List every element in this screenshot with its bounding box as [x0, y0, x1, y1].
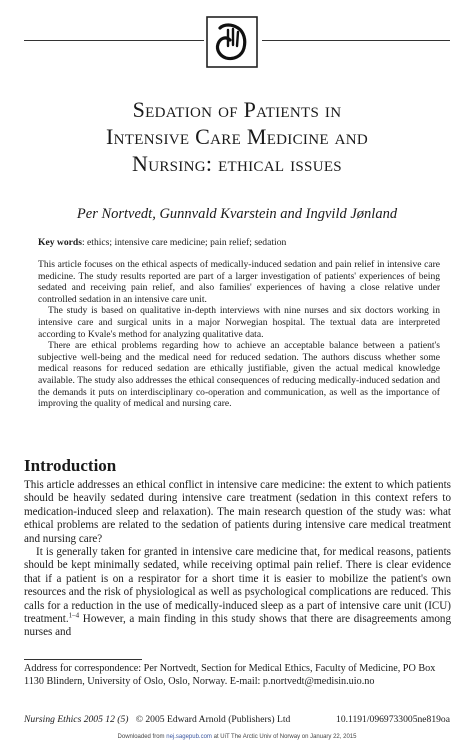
- correspondence-footnote: Address for correspondence: Per Nortvedt, Section for Medical Ethics, Faculty of Medicine, PO Box 1130 Blindern, University of Oslo, Oslo, Norway. E-mail: p.nortvedt@medisin.uio.no: [24, 663, 436, 687]
- journal-name: Nursing Ethics: [24, 714, 82, 725]
- download-prefix: Downloaded from: [117, 734, 167, 740]
- journal-copyright: © 2005 Edward Arnold (Publishers) Ltd: [135, 714, 291, 725]
- journal-issue: 2005 12 (5): [81, 714, 129, 725]
- keywords: [38, 237, 438, 248]
- title-line: Intensive Care Medicine and: [106, 124, 368, 149]
- keywords-label: Key words: [38, 237, 82, 248]
- body-text-span: It is generally taken for granted in intensive care medicine that, for medical reasons, patients should be kept minimally sedated, while receiving optimal pain relief. There is clear evidence that if a patient is on a respirator for a short time it is easier to mobilize the patient's own resources and the risk of physiological as well as psychological complications are reduced. This calls for a reduction in the use of medically-induced sleep as a part of intensive care unit (ICU) treatment.: [24, 546, 451, 626]
- download-suffix: at UiT The Arctic Univ of Norway on January 22, 2015: [211, 734, 357, 740]
- article-title: [24, 96, 450, 177]
- doi: 10.1191/0969733005ne819oa: [336, 714, 450, 725]
- abstract-paragraph: The study is based on qualitative in-depth interviews with nine nurses and six doctors working in intensive care and surgical units in a major Norwegian hospital. The textual data are interpreted according to Kvale's method for analyzing qualitative data.: [38, 305, 440, 340]
- authors: Per Nortvedt, Gunnvald Kvarstein and Ingvild Jønland: [76, 206, 398, 222]
- body-text-span: However, a main finding in this study shows that there are disagreements among nurses and: [24, 613, 451, 639]
- citation-superscript: 1–4: [68, 611, 80, 620]
- journal-citation: [24, 714, 290, 725]
- keywords-text: : ethics; intensive care medicine; pain relief; sedation: [81, 237, 287, 248]
- abstract-paragraph: This article focuses on the ethical aspects of medically-induced sedation and pain relief in intensive care medicine. The study results reported are part of a larger investigation of patients' experiences of being sedated and receiving pain relief, and also families' experiences of having a close relative under controlled sedation in an intensive care unit.: [38, 259, 440, 305]
- download-link[interactable]: nej.sagepub.com: [166, 734, 212, 740]
- introduction-body: [24, 479, 451, 640]
- title-line: Sedation of Patients in: [132, 97, 342, 122]
- body-paragraph: [24, 546, 451, 640]
- header-rule-left: [24, 40, 204, 41]
- abstract: [38, 259, 440, 410]
- download-notice: [0, 734, 474, 740]
- abstract-paragraph: There are ethical problems regarding how to achieve an acceptable balance between a patient's subjective well-being and the medical need for reduced sedation. The authors discuss whether some medical reasons for reduced sedation are ethically justifiable, given the actual medical knowledge available. The study also addresses the ethical consequences of reducing medically-induced sedation and the demands it puts on interdisciplinary co-operation and communication, as well as the importance of improving the quality of medical and nursing care.: [38, 340, 440, 410]
- footnote-rule: [24, 659, 142, 660]
- title-line: Nursing: ethical issues: [132, 151, 342, 176]
- section-heading-introduction: Introduction: [24, 456, 117, 475]
- body-paragraph: This article addresses an ethical conflict in intensive care medicine: the extent to which patients should be heavily sedated during intensive care treatment (sedation in this context refers to medication-induced sleep and relaxation). The main research question of the study was: what ethical problems are related to the sedation of patients during intensive care medical treatment and nursing care?: [24, 479, 451, 545]
- hand-logo-icon: [206, 16, 258, 68]
- header-rule-right: [262, 40, 450, 41]
